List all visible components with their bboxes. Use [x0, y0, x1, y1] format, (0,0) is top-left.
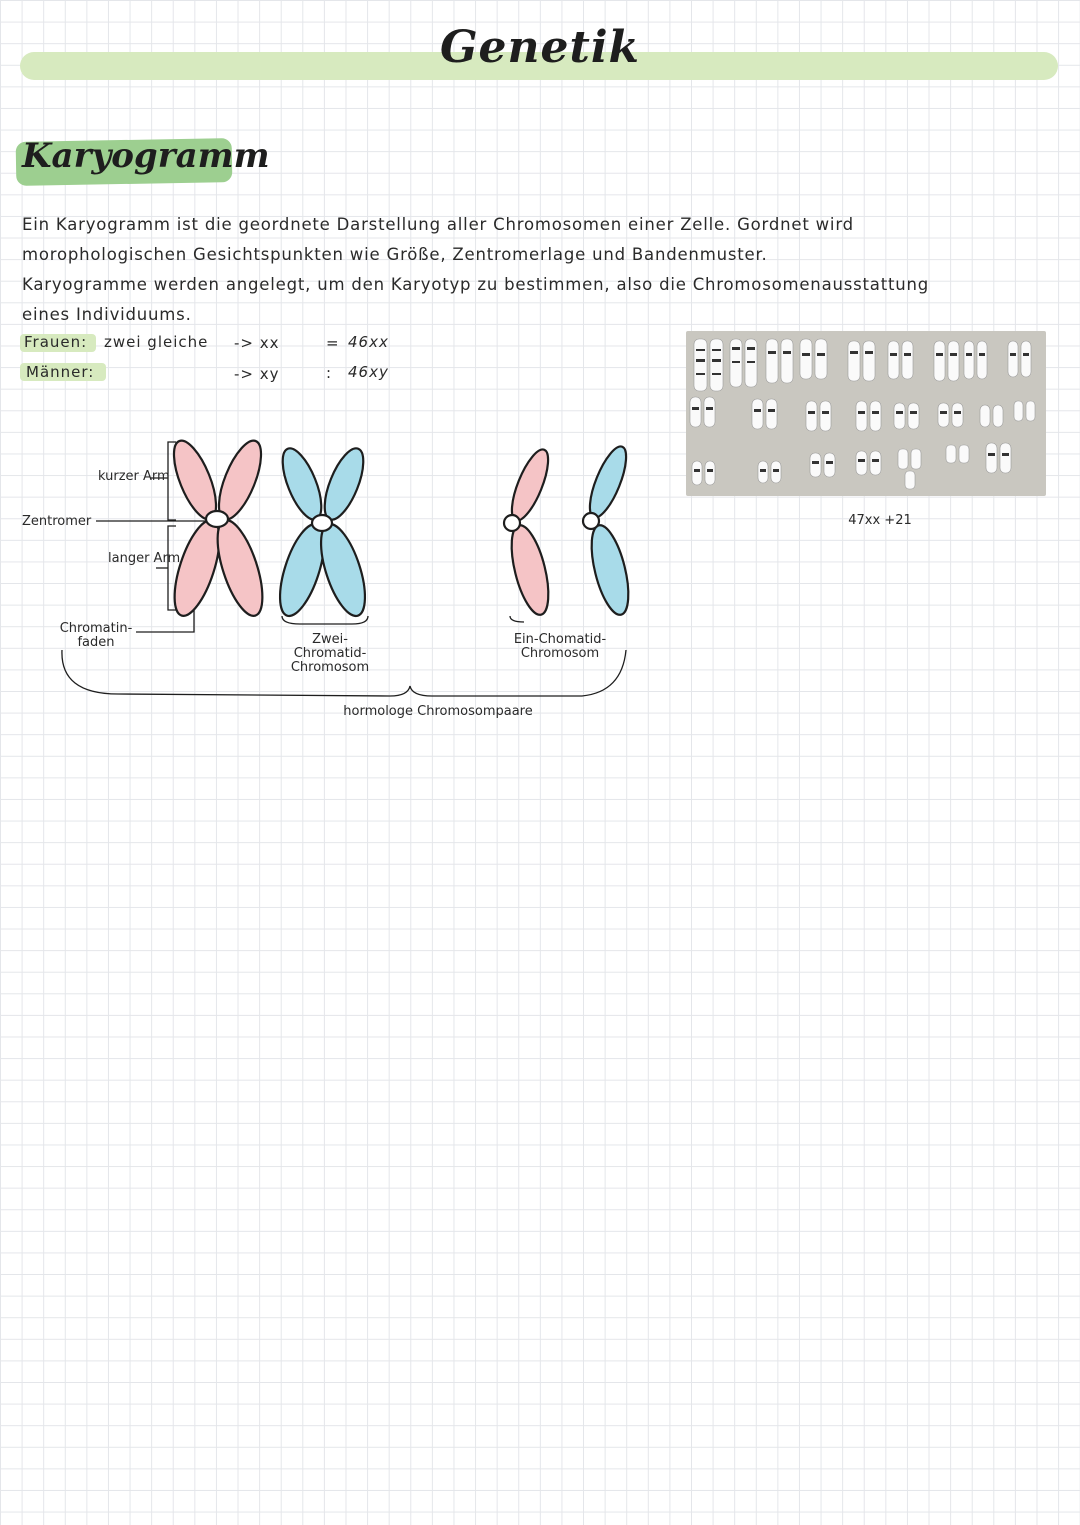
short-arm-label: kurzer Arm: [98, 469, 170, 484]
women-karyotype: 46xx: [348, 333, 389, 351]
two-chromatid-blue: [271, 444, 374, 621]
intro-line-2: morophologischen Gesichtspunkten wie Größe, Zentromerlage und Bandenmuster.: [22, 245, 768, 264]
one-chromatid-label: Ein-Chomatid- Chromosom: [513, 632, 607, 661]
intro-line-3: Karyogramme werden angelegt, um den Karyotyp zu bestimmen, also die Chromosomenausstattung: [22, 275, 930, 294]
two-chromatid-label: Zwei-Chromatid- Chromosom: [290, 632, 370, 675]
section-title: Karyogramm: [22, 136, 270, 176]
women-equals: =: [326, 334, 340, 352]
two-chromatid-pink: [165, 435, 271, 620]
women-label: Frauen:: [24, 333, 88, 351]
intro-paragraph: [22, 210, 1072, 330]
chromatin-label: Chromatin- faden: [59, 621, 133, 650]
women-description: zwei gleiche: [104, 333, 209, 351]
centromere-label: Zentromer: [22, 514, 92, 529]
long-arm-label: langer Arm: [108, 551, 181, 566]
karyogram-photo: [686, 331, 1046, 496]
women-arrow: -> xx: [234, 334, 280, 352]
intro-line-1: Ein Karyogramm ist die geordnete Darstellung aller Chromosomen einer Zelle. Gordnet wird: [22, 215, 854, 234]
men-karyotype: 46xy: [348, 363, 389, 381]
men-arrow: -> xy: [234, 365, 280, 383]
intro-line-4: eines Individuums.: [22, 305, 192, 324]
photo-caption: 47xx +21: [848, 513, 912, 528]
one-chromatid-pink: [504, 445, 556, 618]
men-label: Männer:: [26, 363, 95, 381]
karyogram-chromosome-cutouts: [686, 331, 1046, 496]
chromosome-diagram: [0, 420, 700, 740]
homologous-pairs-label: hormologe Chromosompaare: [343, 704, 533, 719]
men-equals: :: [326, 364, 333, 382]
one-chromatid-blue: [583, 442, 636, 618]
page-title: Genetik: [439, 22, 641, 73]
